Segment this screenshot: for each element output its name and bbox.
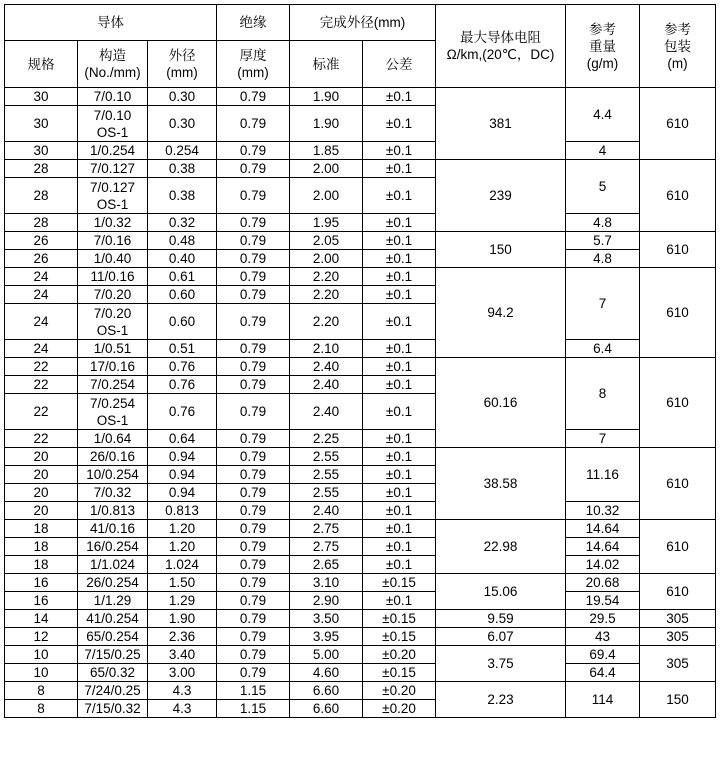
cell-tolerance: ±0.1 xyxy=(363,430,436,448)
cell-outer-diameter: 0.64 xyxy=(148,430,217,448)
table-row xyxy=(5,160,716,178)
cell-construction: 1/0.64 xyxy=(78,430,148,448)
cell-package: 610 xyxy=(640,574,716,610)
cell-thickness: 0.79 xyxy=(217,376,290,394)
cell-outer-diameter: 0.94 xyxy=(148,484,217,502)
table-row xyxy=(5,610,716,628)
cell-tolerance: ±0.1 xyxy=(363,142,436,160)
cell-gauge: 24 xyxy=(5,304,78,340)
cell-gauge: 10 xyxy=(5,664,78,682)
cell-weight: 29.5 xyxy=(566,610,640,628)
cell-standard: 2.55 xyxy=(290,466,363,484)
cell-thickness: 0.79 xyxy=(217,448,290,466)
cell-weight: 11.16 xyxy=(566,448,640,502)
cell-weight: 43 xyxy=(566,628,640,646)
cell-tolerance: ±0.1 xyxy=(363,448,436,466)
cell-tolerance: ±0.1 xyxy=(363,556,436,574)
cell-gauge: 18 xyxy=(5,538,78,556)
cell-standard: 1.90 xyxy=(290,88,363,106)
cell-resistance: 2.23 xyxy=(436,682,566,718)
cell-thickness: 0.79 xyxy=(217,628,290,646)
cell-package: 610 xyxy=(640,520,716,574)
cell-outer-diameter: 0.76 xyxy=(148,394,217,430)
wire-spec-table xyxy=(4,4,716,718)
cell-outer-diameter: 0.30 xyxy=(148,106,217,142)
cell-resistance: 3.75 xyxy=(436,646,566,682)
cell-package: 610 xyxy=(640,88,716,160)
cell-thickness: 1.15 xyxy=(217,700,290,718)
cell-gauge: 26 xyxy=(5,232,78,250)
cell-standard: 2.90 xyxy=(290,592,363,610)
cell-construction: 7/0.127 OS-1 xyxy=(78,178,148,214)
cell-standard: 2.05 xyxy=(290,232,363,250)
cell-thickness: 0.79 xyxy=(217,592,290,610)
cell-package: 610 xyxy=(640,358,716,448)
cell-thickness: 0.79 xyxy=(217,394,290,430)
cell-standard: 2.55 xyxy=(290,448,363,466)
cell-construction: 7/0.20 xyxy=(78,286,148,304)
cell-weight: 7 xyxy=(566,430,640,448)
cell-thickness: 0.79 xyxy=(217,574,290,592)
cell-outer-diameter: 0.813 xyxy=(148,502,217,520)
cell-standard: 3.95 xyxy=(290,628,363,646)
table-row xyxy=(5,250,716,268)
cell-tolerance: ±0.1 xyxy=(363,484,436,502)
header-conductor: 导体 xyxy=(5,5,217,41)
header-gauge: 规格 xyxy=(5,41,78,88)
cell-tolerance: ±0.15 xyxy=(363,610,436,628)
cell-outer-diameter: 0.38 xyxy=(148,178,217,214)
cell-gauge: 22 xyxy=(5,394,78,430)
cell-weight: 5 xyxy=(566,160,640,214)
cell-standard: 2.25 xyxy=(290,430,363,448)
header-max-resistance: 最大导体电阻 Ω/km,(20℃，DC) xyxy=(436,5,566,88)
cell-resistance: 60.16 xyxy=(436,358,566,448)
cell-tolerance: ±0.1 xyxy=(363,394,436,430)
cell-construction: 1/0.254 xyxy=(78,142,148,160)
table-row xyxy=(5,502,716,520)
cell-standard: 2.55 xyxy=(290,484,363,502)
header-outer-diameter: 外径 (mm) xyxy=(148,41,217,88)
cell-thickness: 0.79 xyxy=(217,268,290,286)
cell-standard: 3.50 xyxy=(290,610,363,628)
cell-gauge: 26 xyxy=(5,250,78,268)
cell-standard: 2.40 xyxy=(290,376,363,394)
cell-package: 610 xyxy=(640,268,716,358)
cell-weight: 14.64 xyxy=(566,520,640,538)
table-row xyxy=(5,682,716,700)
cell-weight: 6.4 xyxy=(566,340,640,358)
cell-construction: 26/0.16 xyxy=(78,448,148,466)
cell-standard: 2.40 xyxy=(290,394,363,430)
cell-resistance: 150 xyxy=(436,232,566,268)
cell-tolerance: ±0.1 xyxy=(363,160,436,178)
cell-gauge: 30 xyxy=(5,142,78,160)
cell-weight: 64.4 xyxy=(566,664,640,682)
cell-tolerance: ±0.20 xyxy=(363,700,436,718)
header-tolerance: 公差 xyxy=(363,41,436,88)
cell-construction: 7/0.32 xyxy=(78,484,148,502)
cell-outer-diameter: 1.20 xyxy=(148,520,217,538)
cell-standard: 4.60 xyxy=(290,664,363,682)
table-row xyxy=(5,592,716,610)
cell-weight: 8 xyxy=(566,358,640,430)
cell-gauge: 16 xyxy=(5,574,78,592)
cell-outer-diameter: 0.30 xyxy=(148,88,217,106)
cell-standard: 2.65 xyxy=(290,556,363,574)
cell-standard: 2.20 xyxy=(290,304,363,340)
cell-standard: 5.00 xyxy=(290,646,363,664)
cell-gauge: 20 xyxy=(5,502,78,520)
cell-outer-diameter: 0.94 xyxy=(148,466,217,484)
cell-thickness: 0.79 xyxy=(217,88,290,106)
cell-tolerance: ±0.1 xyxy=(363,376,436,394)
cell-thickness: 0.79 xyxy=(217,466,290,484)
table-row xyxy=(5,358,716,376)
cell-outer-diameter: 3.00 xyxy=(148,664,217,682)
cell-gauge: 8 xyxy=(5,682,78,700)
cell-weight: 4.4 xyxy=(566,88,640,142)
cell-thickness: 0.79 xyxy=(217,484,290,502)
cell-weight: 5.7 xyxy=(566,232,640,250)
cell-outer-diameter: 0.76 xyxy=(148,376,217,394)
header-standard: 标准 xyxy=(290,41,363,88)
cell-gauge: 8 xyxy=(5,700,78,718)
cell-tolerance: ±0.15 xyxy=(363,574,436,592)
cell-construction: 7/0.10 xyxy=(78,88,148,106)
cell-construction: 7/0.20 OS-1 xyxy=(78,304,148,340)
cell-construction: 41/0.254 xyxy=(78,610,148,628)
cell-construction: 17/0.16 xyxy=(78,358,148,376)
cell-standard: 2.10 xyxy=(290,340,363,358)
cell-package: 305 xyxy=(640,646,716,682)
cell-package: 305 xyxy=(640,610,716,628)
cell-construction: 1/1.024 xyxy=(78,556,148,574)
cell-outer-diameter: 1.29 xyxy=(148,592,217,610)
cell-thickness: 0.79 xyxy=(217,430,290,448)
cell-tolerance: ±0.1 xyxy=(363,340,436,358)
cell-package: 150 xyxy=(640,682,716,718)
cell-standard: 2.20 xyxy=(290,268,363,286)
cell-construction: 1/1.29 xyxy=(78,592,148,610)
cell-tolerance: ±0.1 xyxy=(363,250,436,268)
cell-construction: 7/0.127 xyxy=(78,160,148,178)
cell-weight: 20.68 xyxy=(566,574,640,592)
cell-thickness: 0.79 xyxy=(217,214,290,232)
cell-thickness: 0.79 xyxy=(217,286,290,304)
cell-standard: 6.60 xyxy=(290,682,363,700)
cell-construction: 7/0.254 OS-1 xyxy=(78,394,148,430)
header-insulation: 绝缘 xyxy=(217,5,290,41)
cell-standard: 2.75 xyxy=(290,538,363,556)
cell-construction: 16/0.254 xyxy=(78,538,148,556)
cell-gauge: 22 xyxy=(5,430,78,448)
cell-construction: 65/0.254 xyxy=(78,628,148,646)
cell-outer-diameter: 0.60 xyxy=(148,304,217,340)
cell-thickness: 0.79 xyxy=(217,358,290,376)
cell-tolerance: ±0.1 xyxy=(363,466,436,484)
cell-tolerance: ±0.1 xyxy=(363,88,436,106)
cell-gauge: 24 xyxy=(5,268,78,286)
cell-thickness: 0.79 xyxy=(217,538,290,556)
cell-outer-diameter: 0.40 xyxy=(148,250,217,268)
table-row xyxy=(5,232,716,250)
cell-gauge: 28 xyxy=(5,214,78,232)
cell-package: 610 xyxy=(640,232,716,268)
cell-thickness: 0.79 xyxy=(217,556,290,574)
cell-standard: 2.00 xyxy=(290,160,363,178)
cell-tolerance: ±0.1 xyxy=(363,502,436,520)
cell-gauge: 24 xyxy=(5,340,78,358)
cell-construction: 7/24/0.25 xyxy=(78,682,148,700)
table-row xyxy=(5,214,716,232)
cell-construction: 7/0.16 xyxy=(78,232,148,250)
cell-outer-diameter: 0.51 xyxy=(148,340,217,358)
table-row xyxy=(5,268,716,286)
cell-gauge: 28 xyxy=(5,160,78,178)
cell-tolerance: ±0.1 xyxy=(363,268,436,286)
cell-outer-diameter: 2.36 xyxy=(148,628,217,646)
cell-tolerance: ±0.1 xyxy=(363,538,436,556)
cell-gauge: 30 xyxy=(5,88,78,106)
cell-resistance: 9.59 xyxy=(436,610,566,628)
cell-resistance: 94.2 xyxy=(436,268,566,358)
cell-package: 610 xyxy=(640,160,716,232)
cell-weight: 19.54 xyxy=(566,592,640,610)
cell-standard: 6.60 xyxy=(290,700,363,718)
cell-package: 305 xyxy=(640,628,716,646)
cell-thickness: 0.79 xyxy=(217,304,290,340)
cell-standard: 2.75 xyxy=(290,520,363,538)
table-row xyxy=(5,340,716,358)
cell-gauge: 30 xyxy=(5,106,78,142)
cell-tolerance: ±0.1 xyxy=(363,592,436,610)
cell-weight: 4.8 xyxy=(566,250,640,268)
cell-resistance: 22.98 xyxy=(436,520,566,574)
cell-thickness: 0.79 xyxy=(217,232,290,250)
cell-standard: 2.00 xyxy=(290,178,363,214)
cell-weight: 7 xyxy=(566,268,640,340)
cell-weight: 69.4 xyxy=(566,646,640,664)
cell-thickness: 0.79 xyxy=(217,610,290,628)
cell-gauge: 28 xyxy=(5,178,78,214)
cell-tolerance: ±0.20 xyxy=(363,646,436,664)
cell-gauge: 20 xyxy=(5,448,78,466)
cell-standard: 2.00 xyxy=(290,250,363,268)
cell-construction: 7/15/0.25 xyxy=(78,646,148,664)
cell-thickness: 0.79 xyxy=(217,178,290,214)
cell-gauge: 22 xyxy=(5,376,78,394)
cell-outer-diameter: 0.94 xyxy=(148,448,217,466)
table-row xyxy=(5,142,716,160)
cell-standard: 2.20 xyxy=(290,286,363,304)
cell-tolerance: ±0.1 xyxy=(363,358,436,376)
cell-tolerance: ±0.1 xyxy=(363,286,436,304)
cell-outer-diameter: 4.3 xyxy=(148,700,217,718)
cell-outer-diameter: 0.60 xyxy=(148,286,217,304)
header-construction: 构造 (No./mm) xyxy=(78,41,148,88)
cell-tolerance: ±0.1 xyxy=(363,106,436,142)
table-row xyxy=(5,430,716,448)
cell-resistance: 381 xyxy=(436,88,566,160)
cell-outer-diameter: 0.76 xyxy=(148,358,217,376)
cell-thickness: 0.79 xyxy=(217,340,290,358)
cell-construction: 7/0.254 xyxy=(78,376,148,394)
cell-outer-diameter: 0.48 xyxy=(148,232,217,250)
cell-outer-diameter: 1.024 xyxy=(148,556,217,574)
cell-gauge: 24 xyxy=(5,286,78,304)
cell-standard: 2.40 xyxy=(290,502,363,520)
table-row xyxy=(5,448,716,466)
cell-gauge: 20 xyxy=(5,484,78,502)
cell-thickness: 0.79 xyxy=(217,520,290,538)
cell-outer-diameter: 0.61 xyxy=(148,268,217,286)
cell-construction: 1/0.813 xyxy=(78,502,148,520)
cell-tolerance: ±0.1 xyxy=(363,214,436,232)
cell-gauge: 10 xyxy=(5,646,78,664)
cell-outer-diameter: 1.90 xyxy=(148,610,217,628)
cell-tolerance: ±0.1 xyxy=(363,304,436,340)
cell-tolerance: ±0.20 xyxy=(363,682,436,700)
cell-construction: 26/0.254 xyxy=(78,574,148,592)
cell-gauge: 18 xyxy=(5,520,78,538)
cell-construction: 7/0.10 OS-1 xyxy=(78,106,148,142)
cell-resistance: 38.58 xyxy=(436,448,566,520)
cell-tolerance: ±0.1 xyxy=(363,178,436,214)
cell-outer-diameter: 0.254 xyxy=(148,142,217,160)
cell-weight: 114 xyxy=(566,682,640,718)
cell-construction: 11/0.16 xyxy=(78,268,148,286)
cell-thickness: 0.79 xyxy=(217,664,290,682)
cell-package: 610 xyxy=(640,448,716,520)
header-ref-weight: 参考 重量 (g/m) xyxy=(566,5,640,88)
cell-outer-diameter: 0.38 xyxy=(148,160,217,178)
cell-gauge: 18 xyxy=(5,556,78,574)
cell-gauge: 20 xyxy=(5,466,78,484)
table-row xyxy=(5,646,716,664)
cell-outer-diameter: 3.40 xyxy=(148,646,217,664)
cell-thickness: 0.79 xyxy=(217,142,290,160)
header-finished-od: 完成外径(mm) xyxy=(290,5,436,41)
cell-construction: 65/0.32 xyxy=(78,664,148,682)
cell-construction: 1/0.51 xyxy=(78,340,148,358)
cell-gauge: 22 xyxy=(5,358,78,376)
cell-thickness: 1.15 xyxy=(217,682,290,700)
cell-construction: 41/0.16 xyxy=(78,520,148,538)
cell-weight: 14.64 xyxy=(566,538,640,556)
cell-tolerance: ±0.15 xyxy=(363,628,436,646)
header-thickness: 厚度 (mm) xyxy=(217,41,290,88)
cell-standard: 1.95 xyxy=(290,214,363,232)
cell-construction: 1/0.40 xyxy=(78,250,148,268)
cell-resistance: 6.07 xyxy=(436,628,566,646)
cell-thickness: 0.79 xyxy=(217,106,290,142)
table-body xyxy=(5,88,716,718)
cell-weight: 4.8 xyxy=(566,214,640,232)
cell-construction: 7/15/0.32 xyxy=(78,700,148,718)
cell-thickness: 0.79 xyxy=(217,250,290,268)
cell-outer-diameter: 0.32 xyxy=(148,214,217,232)
cell-gauge: 12 xyxy=(5,628,78,646)
table-row xyxy=(5,664,716,682)
cell-thickness: 0.79 xyxy=(217,160,290,178)
table-row xyxy=(5,88,716,106)
table-row xyxy=(5,520,716,538)
cell-weight: 10.32 xyxy=(566,502,640,520)
table-row xyxy=(5,574,716,592)
cell-standard: 1.85 xyxy=(290,142,363,160)
cell-outer-diameter: 4.3 xyxy=(148,682,217,700)
cell-outer-diameter: 1.50 xyxy=(148,574,217,592)
cell-tolerance: ±0.15 xyxy=(363,664,436,682)
cell-thickness: 0.79 xyxy=(217,646,290,664)
cell-standard: 1.90 xyxy=(290,106,363,142)
cell-resistance: 239 xyxy=(436,160,566,232)
table-row xyxy=(5,538,716,556)
cell-resistance: 15.06 xyxy=(436,574,566,610)
cell-standard: 2.40 xyxy=(290,358,363,376)
cell-gauge: 14 xyxy=(5,610,78,628)
table-row xyxy=(5,628,716,646)
cell-tolerance: ±0.1 xyxy=(363,232,436,250)
cell-weight: 14.02 xyxy=(566,556,640,574)
cell-gauge: 16 xyxy=(5,592,78,610)
header-ref-package: 参考 包装 (m) xyxy=(640,5,716,88)
cell-tolerance: ±0.1 xyxy=(363,520,436,538)
cell-construction: 1/0.32 xyxy=(78,214,148,232)
table-row xyxy=(5,556,716,574)
cell-construction: 10/0.254 xyxy=(78,466,148,484)
cell-weight: 4 xyxy=(566,142,640,160)
cell-standard: 3.10 xyxy=(290,574,363,592)
cell-thickness: 0.79 xyxy=(217,502,290,520)
cell-outer-diameter: 1.20 xyxy=(148,538,217,556)
